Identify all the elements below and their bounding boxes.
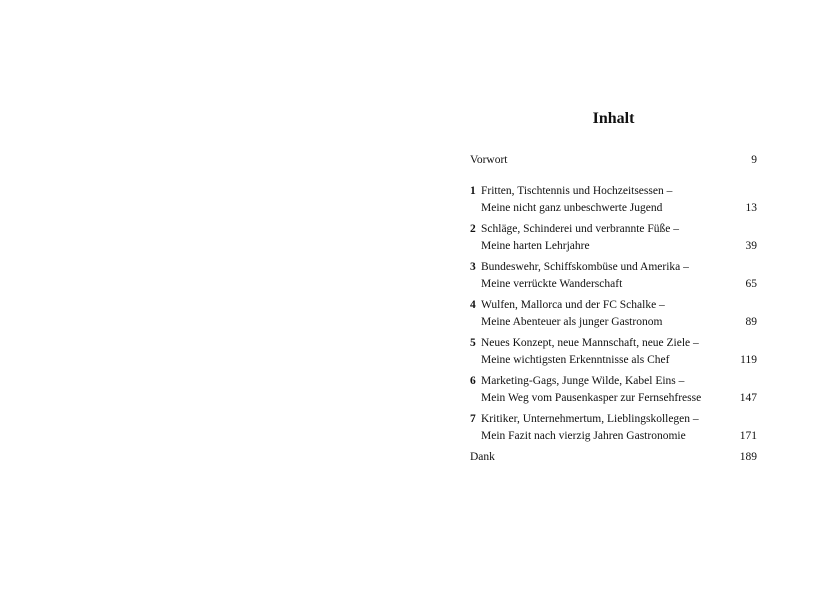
chapter-number: 3 <box>470 261 476 273</box>
chapter-title-line: Kritiker, Unternehmertum, Lieblingskollegen – <box>481 413 699 425</box>
toc-page-number: 65 <box>745 278 757 290</box>
chapter-subtitle-line: Mein Fazit nach vierzig Jahren Gastronomie <box>481 430 686 442</box>
toc-entry-label: Dank <box>470 451 495 463</box>
toc-chapter <box>470 259 757 293</box>
chapter-number: 7 <box>470 413 476 425</box>
chapter-number: 2 <box>470 223 476 235</box>
chapter-subtitle-line: Mein Weg vom Pausenkasper zur Fernsehfresse <box>481 392 702 404</box>
chapter-subtitle-line: Meine nicht ganz unbeschwerte Jugend <box>481 202 663 214</box>
toc-chapter <box>470 221 757 255</box>
chapter-title <box>470 259 738 293</box>
chapter-title <box>470 297 738 331</box>
chapter-number: 4 <box>470 299 476 311</box>
toc-entry-label: Vorwort <box>470 154 508 166</box>
toc-page-number: 39 <box>745 240 757 252</box>
chapter-title <box>470 183 738 217</box>
table-of-contents <box>470 152 757 466</box>
toc-page-number: 13 <box>745 202 757 214</box>
toc-entry-acknowledgements <box>470 449 757 466</box>
chapter-title-line: Schläge, Schinderei und verbrannte Füße – <box>481 223 679 235</box>
toc-chapter <box>470 183 757 217</box>
toc-chapter <box>470 335 757 369</box>
toc-chapter <box>470 373 757 407</box>
chapter-number: 6 <box>470 375 476 387</box>
chapter-subtitle-line: Meine verrückte Wanderschaft <box>481 278 623 290</box>
chapter-title <box>470 335 732 369</box>
chapter-title <box>470 411 732 445</box>
chapter-title <box>470 373 732 407</box>
chapter-title <box>470 221 738 255</box>
chapter-number: 1 <box>470 185 476 197</box>
chapter-subtitle-line: Meine harten Lehrjahre <box>481 240 590 252</box>
chapter-title-line: Bundeswehr, Schiffskombüse und Amerika – <box>481 261 689 273</box>
toc-page-number: 171 <box>739 430 757 442</box>
chapter-number: 5 <box>470 337 476 349</box>
toc-entry-foreword <box>470 152 757 169</box>
toc-page-number: 119 <box>740 354 757 366</box>
chapter-title-line: Neues Konzept, neue Mannschaft, neue Ziele – <box>481 337 699 349</box>
toc-chapter <box>470 297 757 331</box>
toc-page-number: 147 <box>739 392 757 404</box>
toc-page-number: 89 <box>745 316 757 328</box>
chapter-subtitle-line: Meine wichtigsten Erkenntnisse als Chef <box>481 354 670 366</box>
toc-chapter <box>470 411 757 445</box>
toc-title: Inhalt <box>592 110 635 127</box>
toc-page-number: 9 <box>751 154 757 166</box>
chapter-subtitle-line: Meine Abenteuer als junger Gastronom <box>481 316 663 328</box>
toc-page-number: 189 <box>739 451 757 463</box>
chapter-title-line: Marketing-Gags, Junge Wilde, Kabel Eins – <box>481 375 685 387</box>
chapter-title-line: Wulfen, Mallorca und der FC Schalke – <box>481 299 665 311</box>
chapter-title-line: Fritten, Tischtennis und Hochzeitsessen – <box>481 185 673 197</box>
